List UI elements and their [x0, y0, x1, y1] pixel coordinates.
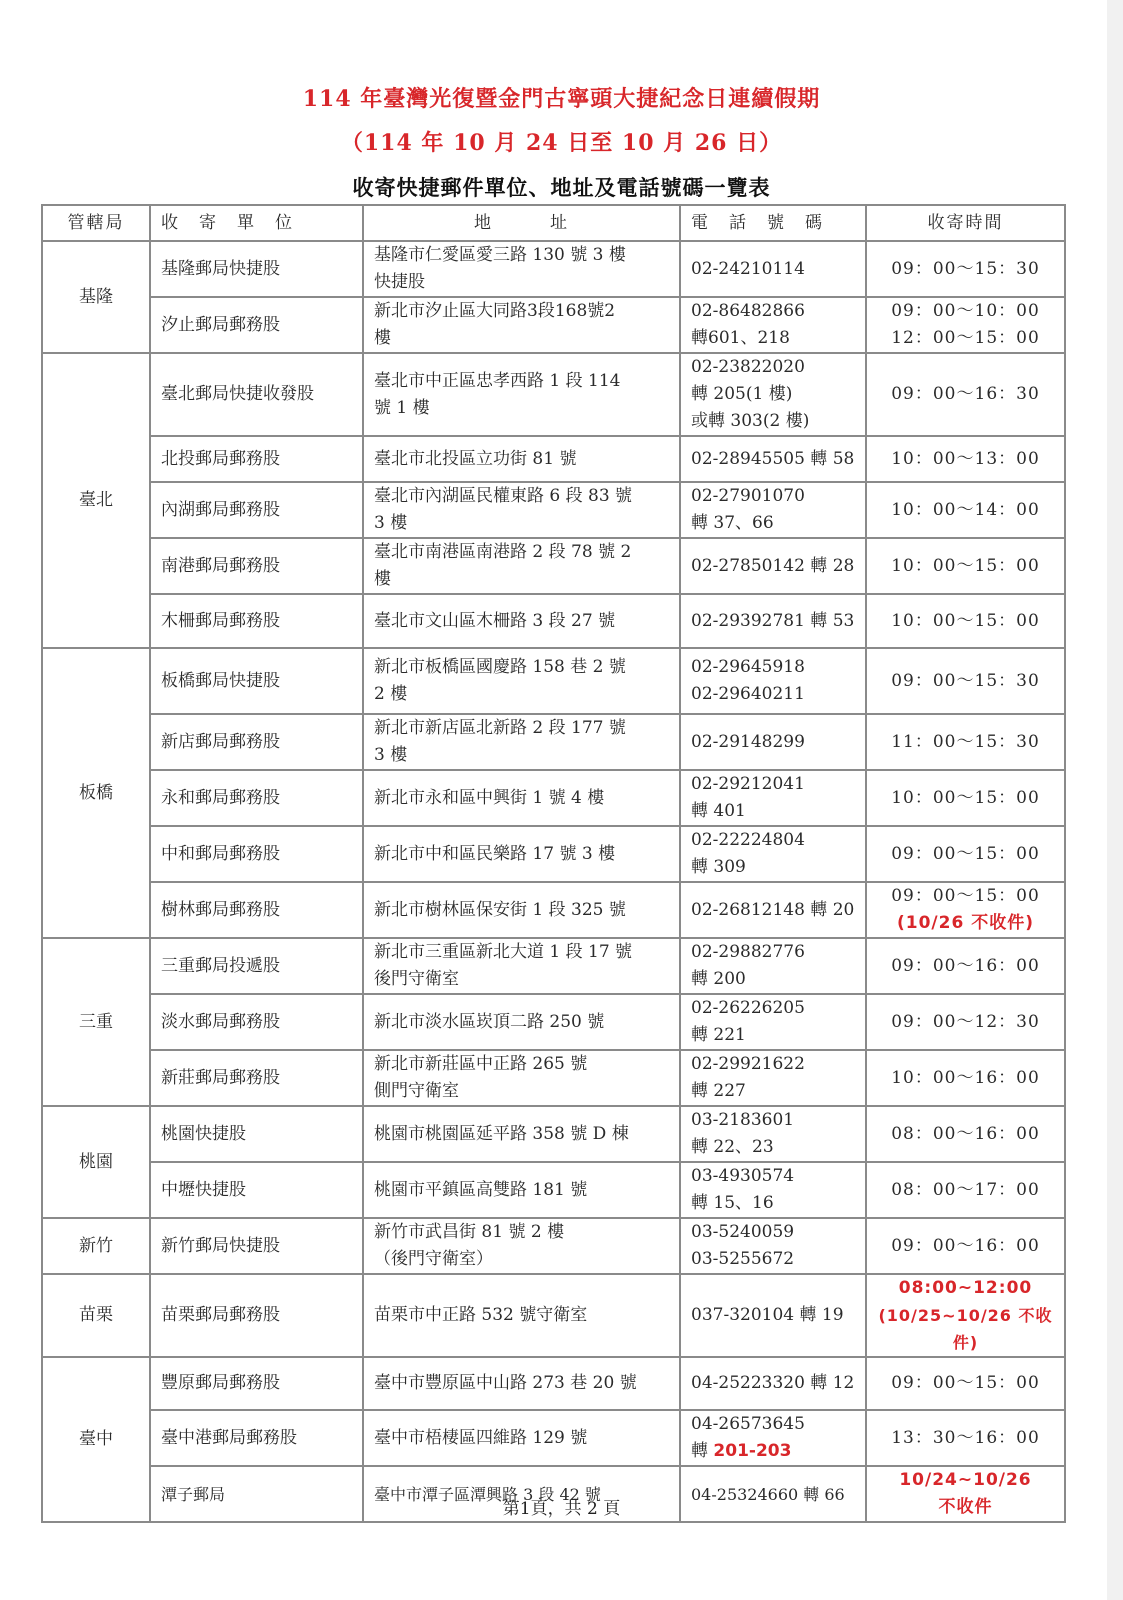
- table-row: [42, 353, 1065, 436]
- address-cell: [363, 938, 680, 994]
- address-line: （後門守衛室）: [374, 1249, 493, 1269]
- time-cell: [866, 938, 1065, 994]
- time-cell: [866, 1410, 1065, 1466]
- address-line: 臺中市潭子區潭興路 3 段 42 號: [374, 1484, 601, 1504]
- phone-line: 02-86482866: [691, 301, 805, 321]
- time-cell: [866, 1274, 1065, 1357]
- unit-cell: 新店郵局郵務股: [150, 714, 363, 770]
- table-row: [42, 1162, 1065, 1218]
- time-cell: [866, 594, 1065, 648]
- address-line: 新北市板橋區國慶路 158 巷 2 號: [374, 657, 626, 677]
- unit-cell: 淡水郵局郵務股: [150, 994, 363, 1050]
- phone-line: 02-29921622: [691, 1054, 805, 1074]
- table-row: [42, 241, 1065, 297]
- time-cell: [866, 714, 1065, 770]
- unit-cell: 樹林郵局郵務股: [150, 882, 363, 938]
- time-cell: [866, 1050, 1065, 1106]
- address-line: 苗栗市中正路 532 號守衛室: [374, 1305, 588, 1325]
- time-cell: [866, 882, 1065, 938]
- table-row: [42, 770, 1065, 826]
- time-cell: [866, 648, 1065, 714]
- region-cell: 臺中: [42, 1357, 150, 1522]
- address-line: 新北市新店區北新路 2 段 177 號: [374, 718, 626, 738]
- unit-cell: 基隆郵局快捷股: [150, 241, 363, 297]
- address-cell: [363, 1357, 680, 1410]
- time-cell: [866, 538, 1065, 594]
- region-cell: 三重: [42, 938, 150, 1106]
- address-line: 臺北市文山區木柵路 3 段 27 號: [374, 610, 616, 631]
- phone-line: 轉601、218: [691, 328, 790, 348]
- phone-cell: [680, 648, 866, 714]
- table-row: [42, 436, 1065, 482]
- time-cell: [866, 297, 1065, 353]
- time-line: 09：00～10：00: [891, 301, 1040, 321]
- time-line: 08：00～17：00: [891, 1179, 1040, 1200]
- column-header-time: 收寄時間: [866, 205, 1065, 241]
- address-cell: [363, 648, 680, 714]
- phone-line: 02-27901070: [691, 486, 805, 506]
- time-cell: [866, 1162, 1065, 1218]
- address-cell: [363, 1162, 680, 1218]
- ext-prefix: 轉: [691, 1441, 714, 1461]
- table-row: [42, 826, 1065, 882]
- column-header-unit: 收 寄 單 位: [150, 205, 363, 241]
- phone-cell: [680, 482, 866, 538]
- address-cell: [363, 1050, 680, 1106]
- unit-cell: 新竹郵局快捷股: [150, 1218, 363, 1274]
- unit-cell: 南港郵局郵務股: [150, 538, 363, 594]
- unit-cell: 三重郵局投遞股: [150, 938, 363, 994]
- table-row: [42, 482, 1065, 538]
- phone-line: 03-5255672: [691, 1249, 795, 1269]
- phone-cell: [680, 353, 866, 436]
- time-line: 09：00～16：00: [891, 955, 1040, 976]
- unit-cell: 臺中港郵局郵務股: [150, 1410, 363, 1466]
- table-row: [42, 1410, 1065, 1466]
- phone-cell: [680, 241, 866, 297]
- time-line: 13：30～16：00: [891, 1427, 1040, 1448]
- address-cell: [363, 1218, 680, 1274]
- phone-cell: [680, 714, 866, 770]
- phone-cell: [680, 882, 866, 938]
- time-line: 10：00～16：00: [891, 1067, 1040, 1088]
- address-line: 桃園市平鎮區高雙路 181 號: [374, 1179, 588, 1200]
- table-row: [42, 1274, 1065, 1357]
- time-line: 12：00～15：00: [891, 328, 1040, 348]
- phone-line: 02-27850142 轉 28: [691, 555, 855, 576]
- phone-line: 轉 37、66: [691, 513, 774, 533]
- region-cell: 新竹: [42, 1218, 150, 1274]
- time-cell: [866, 994, 1065, 1050]
- phone-line: 轉 221: [691, 1025, 746, 1045]
- phone-cell: [680, 1274, 866, 1357]
- time-cell: [866, 826, 1065, 882]
- time-line: 09：00～16：30: [891, 384, 1040, 404]
- unit-cell: 板橋郵局快捷股: [150, 648, 363, 714]
- region-cell: 基隆: [42, 241, 150, 353]
- phone-line: 02-29392781 轉 53: [691, 610, 855, 631]
- phone-line: 03-5240059: [691, 1222, 795, 1242]
- unit-cell: 豐原郵局郵務股: [150, 1357, 363, 1410]
- phone-cell: [680, 1106, 866, 1162]
- table-header-row: [42, 205, 1065, 241]
- phone-line: 轉 22、23: [691, 1137, 774, 1157]
- unit-cell: 潭子郵局: [150, 1466, 363, 1522]
- page-edge: [1107, 0, 1123, 1600]
- phone-line: 轉 227: [691, 1081, 746, 1101]
- address-cell: [363, 297, 680, 353]
- time-line: 09：00～15：00: [891, 1373, 1040, 1393]
- table-row: [42, 994, 1065, 1050]
- address-cell: [363, 436, 680, 482]
- date-range: （114 年 10 月 24 日至 10 月 26 日）: [340, 130, 783, 156]
- phone-cell: [680, 994, 866, 1050]
- address-line: 新北市三重區新北大道 1 段 17 號: [374, 942, 633, 962]
- phone-line: 02-29640211: [691, 684, 805, 704]
- phone-line: 或轉 303(2 樓): [691, 411, 810, 431]
- address-line: 3 樓: [374, 513, 408, 533]
- address-cell: [363, 1410, 680, 1466]
- phone-line: 02-29882776: [691, 942, 805, 962]
- time-line: 10：00～14：00: [891, 499, 1040, 520]
- phone-cell: [680, 1162, 866, 1218]
- time-line: 09：00～12：30: [891, 1011, 1040, 1032]
- phone-cell: [680, 1218, 866, 1274]
- phone-cell: [680, 594, 866, 648]
- phone-line: 02-29212041: [691, 774, 805, 794]
- closed-note: 不收件: [938, 1497, 993, 1517]
- time-line: 10：00～15：00: [891, 787, 1040, 808]
- address-line: 3 樓: [374, 745, 408, 765]
- table-row: [42, 938, 1065, 994]
- time-cell: [866, 353, 1065, 436]
- address-line: 新北市汐止區大同路3段168號2: [374, 301, 616, 321]
- unit-cell: 臺北郵局快捷收發股: [150, 353, 363, 436]
- column-header-address: 地 址: [363, 205, 680, 241]
- phone-cell: [680, 1410, 866, 1466]
- address-line: 樓: [374, 569, 391, 589]
- time-cell: [866, 436, 1065, 482]
- address-cell: [363, 826, 680, 882]
- address-line: 快捷股: [374, 272, 425, 292]
- phone-cell: [680, 826, 866, 882]
- time-line: 09：00～15：00: [891, 843, 1040, 864]
- phone-ext-line: [691, 1438, 855, 1465]
- table-row: [42, 1106, 1065, 1162]
- time-cell: [866, 770, 1065, 826]
- phone-line: 02-29148299: [691, 731, 805, 752]
- phone-line: 03-4930574: [691, 1166, 795, 1186]
- special-time: 08:00~12:00: [898, 1278, 1033, 1298]
- address-line: 2 樓: [374, 684, 408, 704]
- time-line: 09：00～15：30: [891, 258, 1040, 279]
- time-line: 09：00～15：00: [891, 886, 1040, 906]
- address-line: 新北市中和區民樂路 17 號 3 樓: [374, 843, 616, 864]
- phone-line: 02-26812148 轉 20: [691, 899, 855, 920]
- phone-cell: [680, 538, 866, 594]
- phone-line: 04-25324660 轉 66: [691, 1484, 845, 1504]
- table-row: [42, 714, 1065, 770]
- time-line: 10：00～15：00: [891, 555, 1040, 576]
- address-line: 新北市新莊區中正路 265 號: [374, 1054, 588, 1074]
- address-line: 側門守衛室: [374, 1081, 459, 1101]
- phone-line: 轉 15、16: [691, 1193, 774, 1213]
- address-cell: [363, 714, 680, 770]
- address-cell: [363, 482, 680, 538]
- phone-line: 03-2183601: [691, 1110, 795, 1130]
- time-cell: [866, 1218, 1065, 1274]
- time-cell: [866, 241, 1065, 297]
- phone-cell: [680, 1050, 866, 1106]
- table-row: [42, 594, 1065, 648]
- unit-cell: 北投郵局郵務股: [150, 436, 363, 482]
- address-cell: [363, 353, 680, 436]
- table-row: [42, 1050, 1065, 1106]
- time-line: 09：00～16：00: [891, 1235, 1040, 1256]
- region-cell: 桃園: [42, 1106, 150, 1218]
- address-line: 臺北市南港區南港路 2 段 78 號 2: [374, 542, 632, 562]
- time-line: 10：00～13：00: [891, 448, 1040, 469]
- address-line: 新北市樹林區保安街 1 段 325 號: [374, 899, 626, 920]
- address-line: 後門守衛室: [374, 969, 459, 989]
- address-cell: [363, 994, 680, 1050]
- time-line: 10：00～15：00: [891, 610, 1040, 631]
- table-row: [42, 297, 1065, 353]
- closed-note: (10/26 不收件): [897, 913, 1034, 933]
- ext-range: 201-203: [713, 1441, 792, 1461]
- document-title: 114 年臺灣光復暨金門古寧頭大捷紀念日連續假期: [302, 86, 821, 112]
- address-cell: [363, 882, 680, 938]
- region-cell: 臺北: [42, 353, 150, 648]
- unit-cell: 汐止郵局郵務股: [150, 297, 363, 353]
- post-office-table: [41, 204, 1066, 1523]
- phone-line: 02-23822020: [691, 357, 805, 377]
- table-row: [42, 882, 1065, 938]
- phone-cell: [680, 1357, 866, 1410]
- unit-cell: 中和郵局郵務股: [150, 826, 363, 882]
- unit-cell: 內湖郵局郵務股: [150, 482, 363, 538]
- address-line: 臺北市北投區立功街 81 號: [374, 448, 577, 469]
- phone-line: 轉 401: [691, 801, 746, 821]
- table-row: [42, 648, 1065, 714]
- phone-line: 02-26226205: [691, 998, 805, 1018]
- unit-cell: 苗栗郵局郵務股: [150, 1274, 363, 1357]
- phone-cell: [680, 938, 866, 994]
- phone-line: 02-24210114: [691, 258, 805, 279]
- address-cell: [363, 241, 680, 297]
- table-subtitle: 收寄快捷郵件單位、地址及電話號碼一覽表: [352, 175, 771, 200]
- time-cell: [866, 482, 1065, 538]
- address-line: 桃園市桃園區延平路 358 號 D 棟: [374, 1123, 629, 1144]
- phone-cell: [680, 770, 866, 826]
- phone-line: 轉 200: [691, 969, 746, 989]
- unit-cell: 中壢快捷股: [150, 1162, 363, 1218]
- phone-line: 02-28945505 轉 58: [691, 448, 855, 469]
- time-cell: [866, 1106, 1065, 1162]
- phone-line: 轉 309: [691, 857, 746, 877]
- region-cell: 苗栗: [42, 1274, 150, 1357]
- column-header-phone: 電 話 號 碼: [680, 205, 866, 241]
- address-line: 號 1 樓: [374, 397, 430, 418]
- time-line: 09：00～15：30: [891, 670, 1040, 691]
- closed-note: (10/25~10/26 不收件): [878, 1306, 1053, 1352]
- address-line: 臺北市內湖區民權東路 6 段 83 號: [374, 486, 633, 506]
- address-cell: [363, 538, 680, 594]
- time-line: 11：00～15：30: [891, 731, 1040, 752]
- phone-line: 037-320104 轉 19: [691, 1305, 844, 1325]
- phone-line: 02-22224804: [691, 830, 805, 850]
- table-row: [42, 1218, 1065, 1274]
- address-cell: [363, 770, 680, 826]
- address-line: 新竹市武昌街 81 號 2 樓: [374, 1222, 565, 1242]
- address-cell: [363, 1274, 680, 1357]
- column-header-region: 管轄局: [42, 205, 150, 241]
- address-line: 臺北市中正區忠孝西路 1 段 114: [374, 370, 621, 391]
- address-line: 新北市淡水區崁頂二路 250 號: [374, 1011, 605, 1032]
- unit-cell: 桃園快捷股: [150, 1106, 363, 1162]
- page-number: 第1頁，共 2 頁: [502, 1499, 621, 1519]
- time-cell: [866, 1357, 1065, 1410]
- address-cell: [363, 1106, 680, 1162]
- table-row: [42, 538, 1065, 594]
- address-line: 臺中市梧棲區四維路 129 號: [374, 1427, 588, 1448]
- table-body: [42, 241, 1065, 1522]
- address-line: 基隆市仁愛區愛三路 130 號 3 樓: [374, 245, 626, 265]
- unit-cell: 永和郵局郵務股: [150, 770, 363, 826]
- address-cell: [363, 594, 680, 648]
- unit-cell: 木柵郵局郵務股: [150, 594, 363, 648]
- phone-line: 04-26573645: [691, 1414, 805, 1434]
- address-line: 新北市永和區中興街 1 號 4 樓: [374, 787, 605, 808]
- phone-cell: [680, 436, 866, 482]
- phone-line: 02-29645918: [691, 657, 805, 677]
- table-row: [42, 1357, 1065, 1410]
- region-cell: 板橋: [42, 648, 150, 938]
- special-time: 10/24~10/26: [899, 1470, 1032, 1490]
- phone-line: 04-25223320 轉 12: [691, 1373, 855, 1393]
- unit-cell: 新莊郵局郵務股: [150, 1050, 363, 1106]
- time-line: 08：00～16：00: [891, 1123, 1040, 1144]
- phone-cell: [680, 297, 866, 353]
- phone-line: 轉 205(1 樓): [691, 384, 793, 404]
- address-line: 樓: [374, 328, 391, 348]
- address-line: 臺中市豐原區中山路 273 巷 20 號: [374, 1373, 637, 1393]
